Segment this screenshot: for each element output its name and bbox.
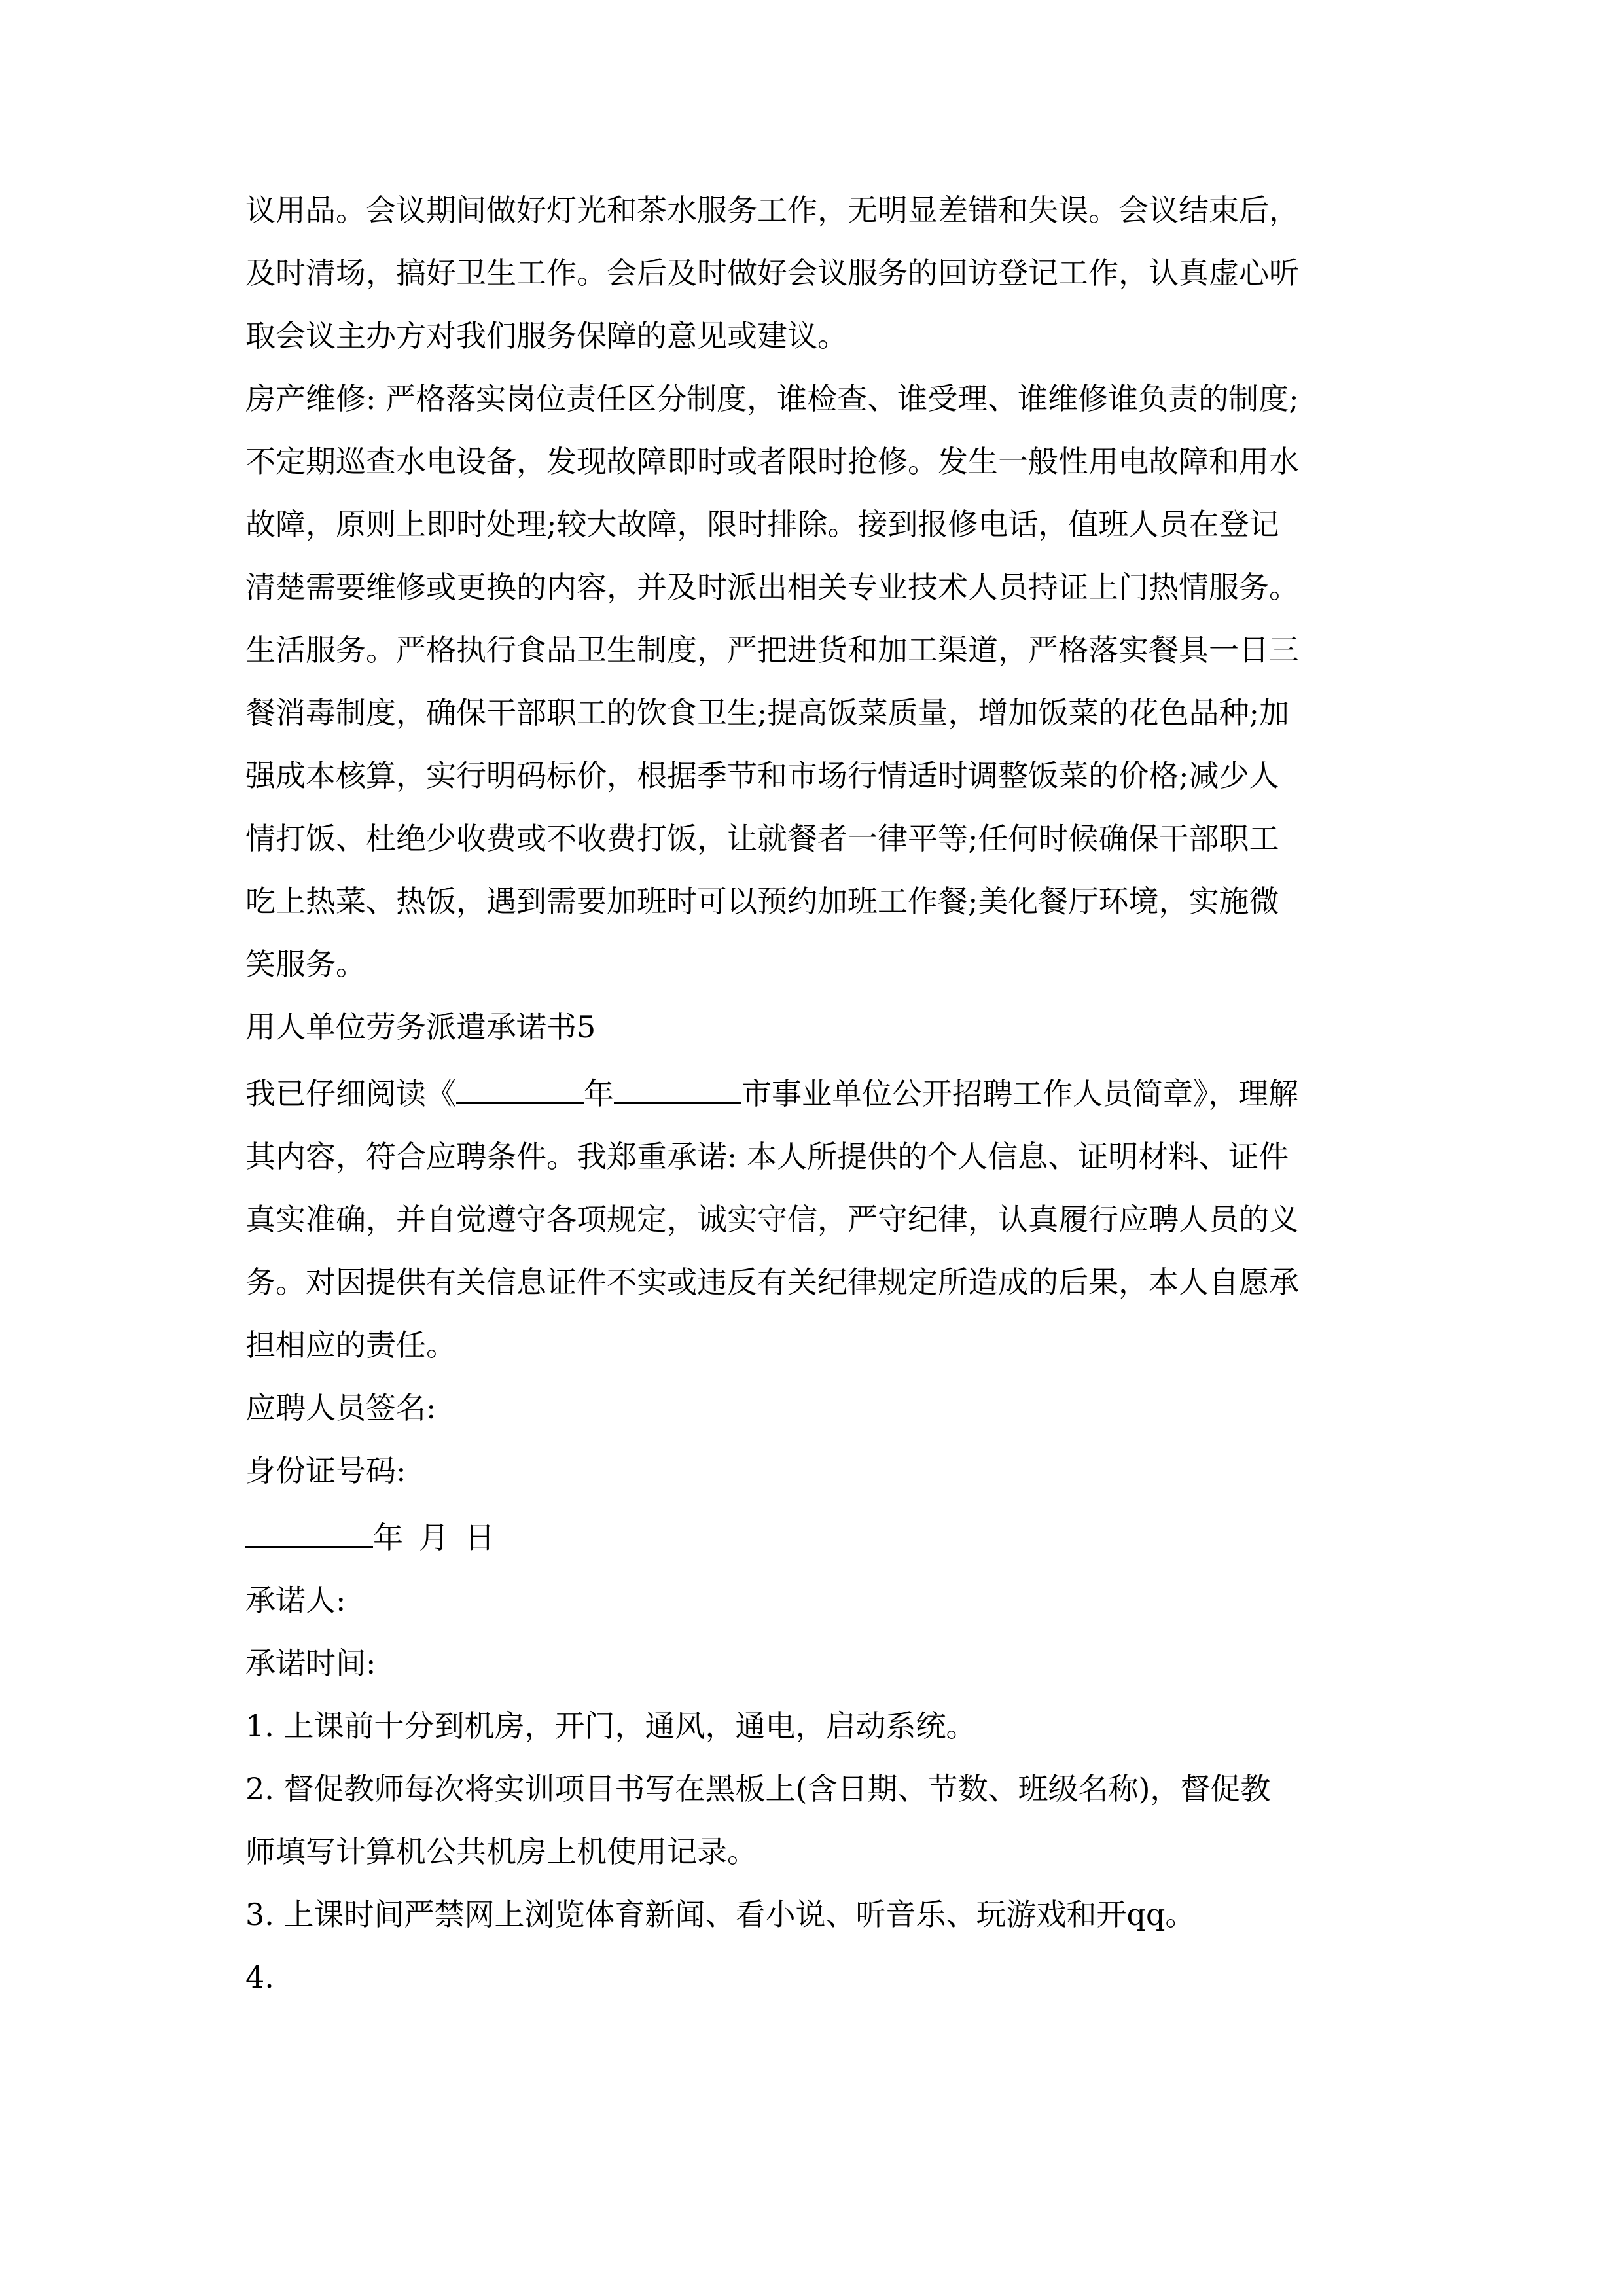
city-blank xyxy=(456,1069,584,1104)
pledge-prefix: 我已仔细阅读《 xyxy=(245,1076,456,1111)
id-number-label xyxy=(245,1450,1397,1491)
text-line: 房产维修: 严格落实岗位责任区分制度，谁检查、谁受理、谁维修谁负责的制度; xyxy=(245,381,1299,416)
text-line: 不定期巡查水电设备，发现故障即时或者限时抢修。发生一般性用电故障和用水 xyxy=(245,444,1299,479)
rule-item-4 xyxy=(245,1957,1397,1998)
text-line: 吃上热菜、热饭，遇到需要加班时可以预约加班工作餐;美化餐厅环境，实施微 xyxy=(245,884,1279,919)
rule-item-1-text: 1. 上课前十分到机房，开门，通风，通电，启动系统。 xyxy=(245,1708,976,1744)
date-day: 日 xyxy=(465,1520,495,1555)
promise-time-label xyxy=(245,1643,1397,1683)
section-title-text: 用人单位劳务派遣承诺书5 xyxy=(245,1009,596,1045)
date-line xyxy=(245,1513,1397,1558)
life-service-paragraph xyxy=(245,630,1397,984)
pledge-first-line xyxy=(245,1069,1397,1114)
date-line-text xyxy=(245,1513,1397,1558)
pledge-year: 年 xyxy=(584,1076,614,1111)
promiser-label xyxy=(245,1580,1397,1621)
text-line: 生活服务。严格执行食品卫生制度，严把进货和加工渠道，严格落实餐具一日三 xyxy=(245,632,1299,668)
text-line: 情打饭、杜绝少收费或不收费打饭，让就餐者一律平等;任何时候确保干部职工 xyxy=(245,821,1279,856)
document-body xyxy=(245,190,1397,2020)
rule-item-3 xyxy=(245,1894,1397,1935)
rule-item-3-text: 3. 上课时间严禁网上浏览体育新闻、看小说、听音乐、玩游戏和开qq。 xyxy=(245,1897,1196,1932)
text-line: 取会议主办方对我们服务保障的意见或建议。 xyxy=(245,318,847,353)
text-line: 真实准确，并自觉遵守各项规定，诚实守信，严守纪律，认真履行应聘人员的义 xyxy=(245,1202,1299,1237)
text-line: 议用品。会议期间做好灯光和茶水服务工作，无明显差错和失误。会议结束后， xyxy=(245,192,1299,228)
rule-item-2 xyxy=(245,1768,1397,1872)
promiser-label-text: 承诺人: xyxy=(245,1583,346,1618)
date-year: 年 xyxy=(373,1520,403,1555)
id-number-label-text: 身份证号码: xyxy=(245,1453,406,1488)
rule-item-4-text: 4. xyxy=(245,1960,274,1995)
meeting-paragraph xyxy=(245,190,1397,356)
text-line: 餐消毒制度，确保干部职工的饮食卫生;提高饭菜质量，增加饭菜的花色品种;加 xyxy=(245,695,1289,730)
pledge-suffix: 市事业单位公开招聘工作人员简章》，理解 xyxy=(741,1076,1298,1111)
date-month: 月 xyxy=(419,1520,449,1555)
text-line: 笑服务。 xyxy=(245,946,366,982)
text-line: 及时清场，搞好卫生工作。会后及时做好会议服务的回访登记工作，认真虚心听 xyxy=(245,255,1299,291)
rule-item-2-line-1: 2. 督促教师每次将实训项目书写在黑板上(含日期、节数、班级名称)，督促教 xyxy=(245,1771,1271,1806)
year-blank xyxy=(614,1069,741,1104)
text-line: 故障，原则上即时处理;较大故障，限时排除。接到报修电话，值班人员在登记 xyxy=(245,507,1279,542)
text-line: 其内容，符合应聘条件。我郑重承诺: 本人所提供的个人信息、证明材料、证件 xyxy=(245,1139,1289,1174)
date-blank xyxy=(245,1513,373,1548)
pledge-paragraph xyxy=(245,1069,1397,1365)
signature-label-text: 应聘人员签名: xyxy=(245,1390,437,1426)
text-line: 清楚需要维修或更换的内容，并及时派出相关专业技术人员持证上门热情服务。 xyxy=(245,569,1299,605)
text-line: 务。对因提供有关信息证件不实或违反有关纪律规定所造成的后果，本人自愿承 xyxy=(245,1265,1299,1300)
promise-time-label-text: 承诺时间: xyxy=(245,1645,376,1681)
signature-label xyxy=(245,1388,1397,1428)
section-title xyxy=(245,1007,1397,1047)
repair-paragraph xyxy=(245,378,1397,607)
rule-item-1 xyxy=(245,1706,1397,1746)
text-line: 强成本核算，实行明码标价，根据季节和市场行情适时调整饭菜的价格;减少人 xyxy=(245,758,1279,793)
text-line: 担相应的责任。 xyxy=(245,1327,456,1363)
rule-item-2-line-2: 师填写计算机公共机房上机使用记录。 xyxy=(245,1834,757,1869)
